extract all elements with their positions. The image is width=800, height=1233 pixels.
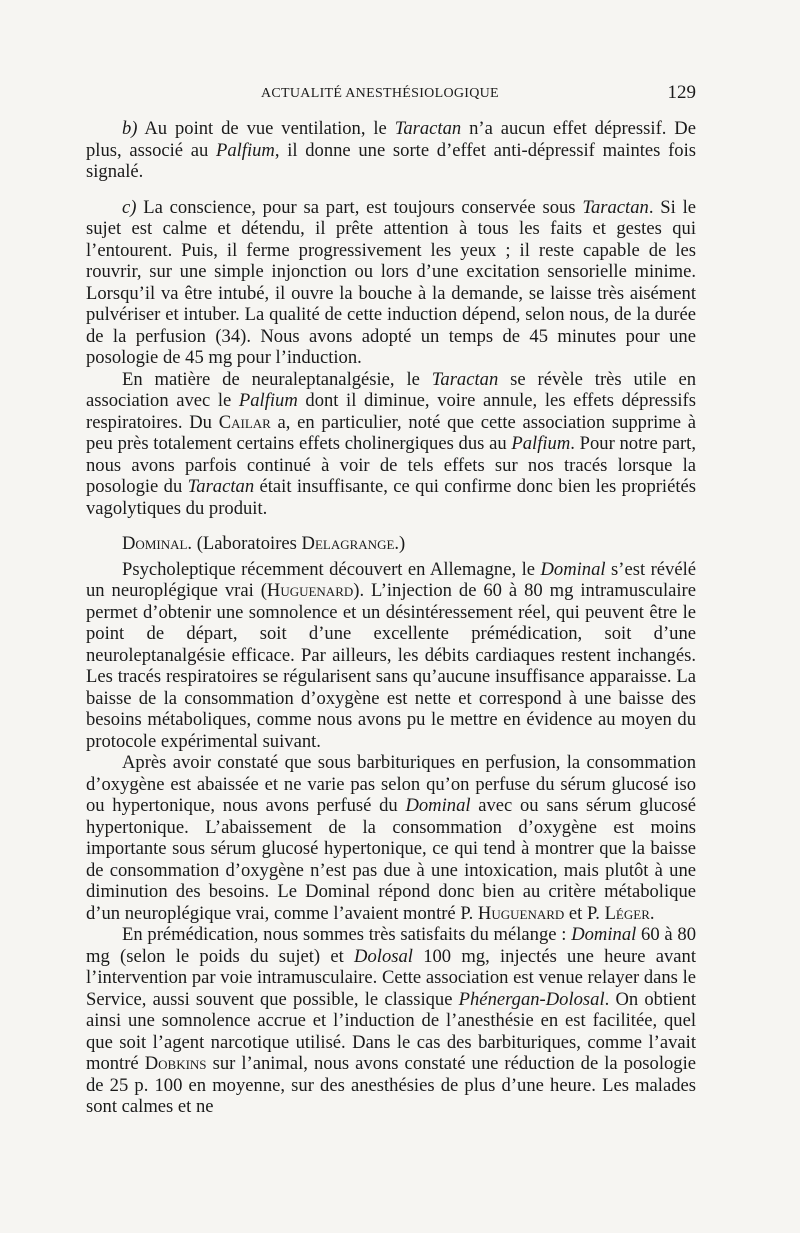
heading-drug: Dominal	[122, 533, 188, 554]
paragraph-b-ventilation	[86, 118, 696, 183]
drug-name: Dominal	[571, 924, 637, 945]
drug-name: Taractan	[394, 118, 462, 139]
paragraph-premedication	[86, 924, 696, 1118]
text-run: avec ou sans sérum glucosé hypertonique. L’abaissement de la consommation d’oxygène est moins importante sous sérum glucosé hypertonique, ce qui tend à montrer que la baisse de consommation d’oxygène n’est pas due à une intoxication, mais plutôt à une diminution des besoins. Le Dominal répond donc bien au critère métabolique d’un neuroplégique vrai, comme l’avaient montré P.	[86, 795, 697, 924]
text-run: La conscience, pour sa part, est toujours conservée sous	[136, 196, 583, 218]
drug-name: Dominal	[405, 795, 471, 816]
drug-name: Dominal	[540, 558, 606, 580]
paragraph-c-conscience	[86, 197, 696, 369]
drug-name: Palfium	[238, 390, 298, 411]
text-run: n’a aucun effet dépressif. De plus, associé au	[86, 118, 696, 161]
text-run: ). L’injection de 60 à 80 mg intramusculaire permet d’obtenir une somnolence et un désintéressement réel, qui peuvent être le point de départ, soit d’une excellente prémédication, soit d’une neuroleptanalgésie efficace. Par ailleurs, les débits cardiaques restent inchangés. Les tracés respiratoires se régularisent sans qu’aucune insuffisance apparaisse. La baisse de la consommation d’oxygène est nette et correspond à une baisse des besoins métaboliques, comme nous avons pu le mettre en évidence au moyen du protocole expérimental suivant.	[86, 580, 697, 752]
text-run: En prémédication, nous sommes très satisfaits du mélange :	[122, 924, 572, 945]
author-name: Cailar	[218, 411, 271, 433]
text-run: , il donne une sorte d’effet anti-dépressif maintes fois signalé.	[86, 139, 696, 182]
text-run: a, en particulier, noté que cette association supprime à peu près totalement certains effets cholinergiques dus au	[86, 411, 696, 454]
text-run: .)	[394, 533, 406, 554]
text-run: Après avoir constaté que sous barbituriques en perfusion, la consommation d’oxygène est abaissée et ne varie pas selon qu’on perfuse du sérum glucosé iso ou hypertonique, nous avons perfusé du	[86, 752, 696, 816]
text-run: .	[649, 902, 655, 924]
section-heading-dominal	[86, 533, 696, 555]
text-run: En matière de neuraleptanalgésie, le	[122, 368, 432, 390]
page-header	[86, 84, 696, 108]
text-run: 100 mg, injectés une heure avant l’intervention par voie intramusculaire. Cette association est venue relayer dans le Service, aussi souvent que possible, le classique	[86, 945, 696, 1010]
running-head: ACTUALITÉ ANESTHÉSIOLOGIQUE	[261, 86, 499, 101]
text-run: s’est révélé un neuroplégique vrai (	[86, 558, 696, 601]
drug-name: Taractan	[187, 476, 255, 497]
paragraph-neuraleptanalgesie	[86, 369, 696, 520]
text-run: . Si le sujet est calme et détendu, il prête attention à tous les faits et gestes qui l’entourent. Puis, il ferme progressivement les yeux ; il reste capable de les rouvrir, sur une simple injonction ou lors d’une excitation sensorielle minime. Lorsqu’il va être intubé, il ouvre la bouche à la demande, se laisse très aisément pulvériser et intuber. La qualité de cette induction dépend, selon nous, de la durée de la perfusion (34). Nous avons adopté un temps de 45 minutes pour une posologie de 45 mg pour l’induction.	[86, 196, 696, 368]
page-number: 129	[667, 82, 696, 103]
text-run: Au point de vue ventilation, le	[137, 118, 395, 139]
body-text	[86, 118, 696, 1118]
text-run: sur l’animal, nous avons constaté une réduction de la posologie de 25 p. 100 en moyenne, sur des anesthésies de plus d’une heure. Les malades sont calmes et ne	[86, 1053, 696, 1117]
text-run: se révèle très utile en association avec le	[86, 368, 696, 411]
drug-name: Palfium	[215, 139, 275, 161]
paragraph-psycholeptique	[86, 559, 696, 753]
drug-name: Taractan	[582, 196, 649, 218]
text-run: 60 à 80 mg (selon le poids du sujet) et	[86, 924, 696, 967]
item-letter: c)	[122, 196, 137, 218]
text-run: . Pour notre part, nous avons parfois continué à voir de tels effets sur nos tracés lorsque la posologie du	[86, 433, 696, 497]
text-run: et P.	[564, 902, 605, 924]
text-run: . On obtient ainsi une somnolence accrue et l’induction de l’anesthésie en est facilitée, quel que soit l’agent narcotique utilisé. Dans le cas des barbituriques, comme l’avait montré	[86, 988, 696, 1074]
drug-name: Phénergan-Dolosal	[458, 988, 605, 1010]
heading-lab: Delagrange	[301, 533, 395, 554]
author-name: Huguenard	[477, 902, 565, 924]
text-run: était insuffisante, ce qui confirme donc bien les propriétés vagolytiques du produit.	[86, 476, 697, 519]
drug-name: Dolosal	[354, 945, 413, 967]
drug-name: Palfium	[511, 433, 571, 454]
text-run: dont il diminue, voire annule, les effets dépressifs respiratoires. Du	[86, 390, 696, 433]
author-name: Léger	[604, 902, 650, 924]
text-run: . (Laboratoires	[187, 533, 302, 554]
paragraph-barbituriques	[86, 752, 696, 924]
drug-name: Taractan	[431, 368, 499, 390]
text-run: Psycholeptique récemment découvert en Allemagne, le	[122, 558, 541, 580]
author-name: Dobkins	[144, 1053, 207, 1074]
author-name: Huguenard	[266, 580, 354, 601]
item-letter: b)	[122, 118, 138, 139]
